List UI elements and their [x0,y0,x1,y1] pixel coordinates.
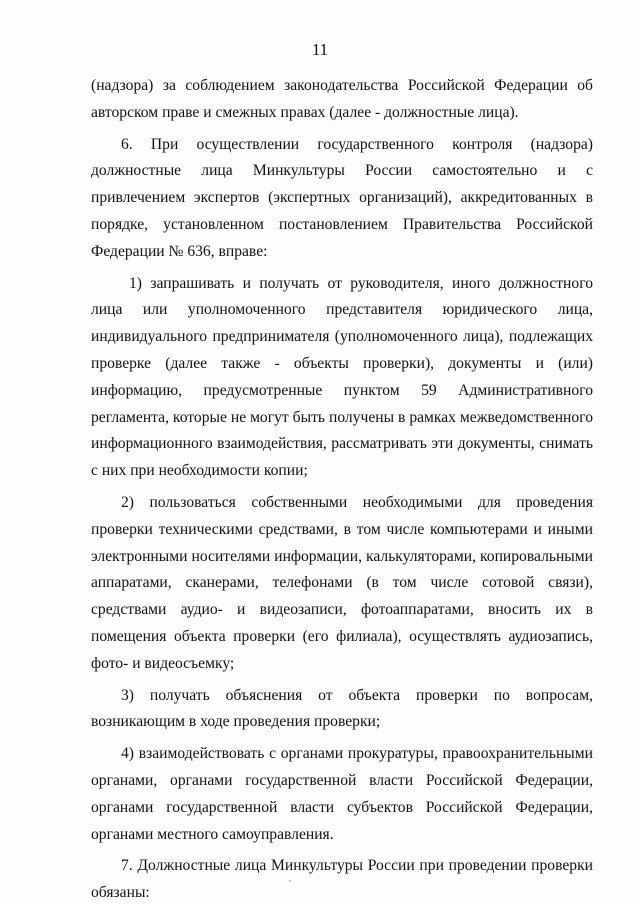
paragraph-item-7: 7. Должностные лица Минкультуры России при проведении проверки обязаны: [91,857,593,902]
page-number: 11 [311,40,329,59]
scan-speck [289,880,291,882]
paragraph-subitem-4: 4) взаимодействовать с органами прокуратуры, правоохранительными органами, органами государственной власти Российской Федерации, органами государственной власти субъектов Российской Федерации, органами местного самоуправления. [91,745,593,843]
document-body [91,73,593,907]
paragraph-item-6: 6. При осуществлении государственного контроля (надзора) должностные лица Минкультуры России самостоятельно и с привлечением экспертов (экспертных организаций), аккредитованных в порядке, установленном постановлением Правительства Российской Федерации № 636, вправе: [91,135,593,260]
paragraph-subitem-3: 3) получать объяснения от объекта проверки по вопросам, возникающим в ходе проведения проверки; [91,686,593,731]
paragraph-subitem-1: 1) запрашивать и получать от руководителя, иного должностного лица или уполномоченного представителя юридического лица, индивидуального предпринимателя (уполномоченного лица), подлежащих проверке (далее также - объекты проверки), документы и (или) информацию, предусмотренные пунктом 59 Административного регламента, которые не могут быть получены в рамках межведомственного информационного взаимодействия, рассматривать эти документы, снимать с них при необходимости копии; [91,274,593,480]
paragraph-subitem-2: 2) пользоваться собственными необходимыми для проведения проверки техническими средствами, в том числе компьютерами и иными электронными носителями информации, калькуляторами, копировальными аппаратами, сканерами, телефонами (в том числе сотовой связи), средствами аудио- и видеозаписи, фотоаппаратами, вносить их в помещения объекта проверки (его филиала), осуществлять аудиозапись, фото- и видеосъемку; [91,493,593,672]
paragraph-continuation: (надзора) за соблюдением законодательства Российской Федерации об авторском праве и смежных правах (далее - должностные лица). [91,77,593,121]
